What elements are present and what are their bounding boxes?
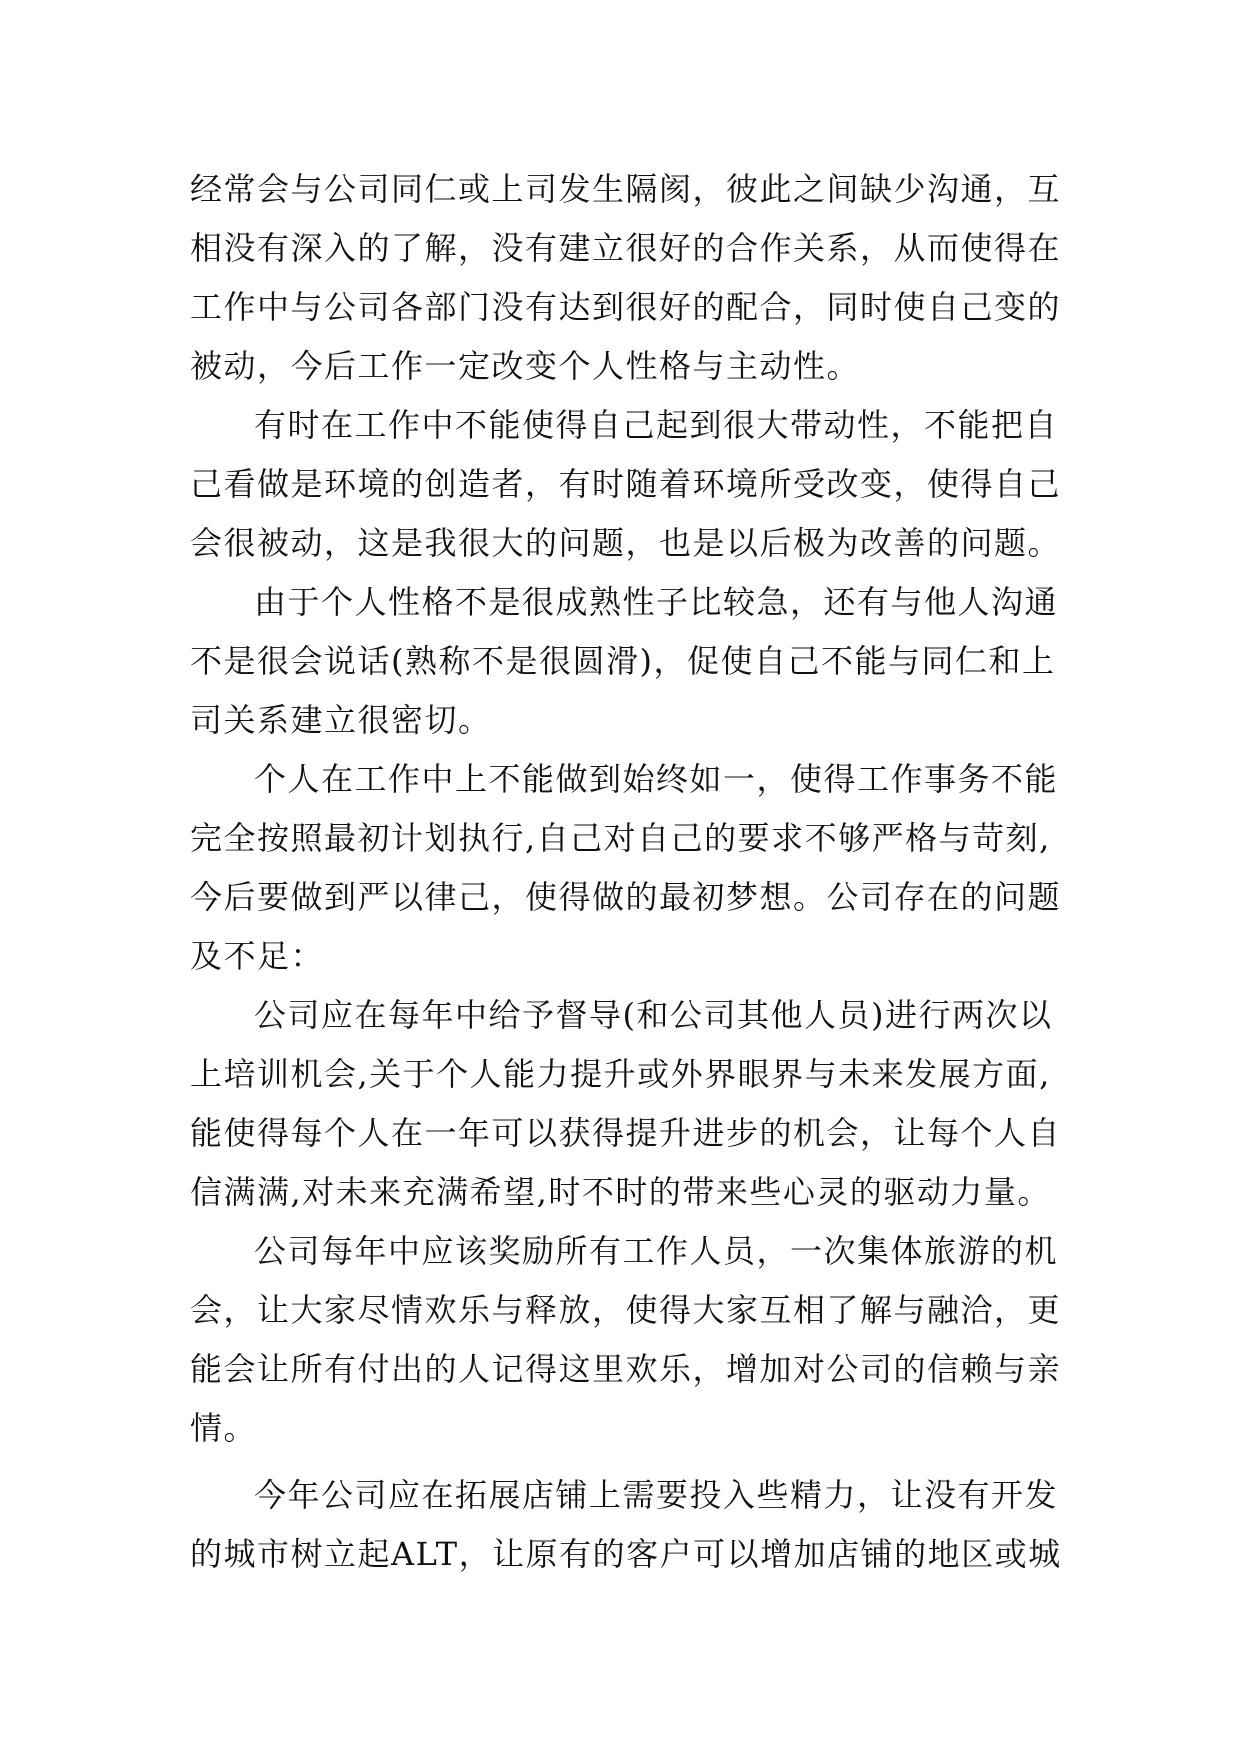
paragraph-first-line: 有时在工作中不能使得自己起到很大带动性，不能把自 <box>254 406 1059 444</box>
text-line: 会，让大家尽情欢乐与释放，使得大家互相了解与融洽，更 <box>190 1291 1062 1329</box>
paragraph-first-line: 公司每年中应该奖励所有工作人员，一次集体旅游的机 <box>254 1232 1059 1270</box>
text-line: 不是很会说话(熟称不是很圆滑)，促使自己不能与同仁和上 <box>190 642 1056 680</box>
paragraph-first-line: 由于个人性格不是很成熟性子比较急，还有与他人沟通 <box>254 583 1059 621</box>
text-line: 能使得每个人在一年可以获得提升进步的机会，让每个人自 <box>190 1114 1062 1152</box>
document-body <box>190 160 1070 1584</box>
text-line: 今后要做到严以律己，使得做的最初梦想。公司存在的问题 <box>190 878 1062 916</box>
text-line: 完全按照最初计划执行,自己对自己的要求不够严格与苛刻, <box>190 819 1051 857</box>
text-line: 的城市树立起ALT，让原有的客户可以增加店铺的地区或城 <box>190 1535 1062 1573</box>
text-line: 会很被动，这是我很大的问题，也是以后极为改善的问题。 <box>190 524 1062 562</box>
paragraph-first-line: 公司应在每年中给予督导(和公司其他人员)进行两次以 <box>254 996 1053 1034</box>
paragraph-first-line: 今年公司应在拓展店铺上需要投入些精力，让没有开发 <box>254 1476 1059 1514</box>
text-line: 能会让所有付出的人记得这里欢乐，增加对公司的信赖与亲 <box>190 1350 1062 1388</box>
paragraph-first-line: 个人在工作中上不能做到始终如一，使得工作事务不能 <box>254 760 1059 798</box>
text-line: 被动，今后工作一定改变个人性格与主动性。 <box>190 347 861 385</box>
text-line: 相没有深入的了解，没有建立很好的合作关系，从而使得在 <box>190 229 1062 267</box>
text-line: 及不足： <box>190 937 325 975</box>
text-line: 司关系建立很密切。 <box>190 701 492 739</box>
text-line: 信满满,对未来充满希望,时不时的带来些心灵的驱动力量。 <box>190 1173 1051 1211</box>
text-line: 上培训机会,关于个人能力提升或外界眼界与未来发展方面, <box>190 1055 1051 1093</box>
text-line: 工作中与公司各部门没有达到很好的配合，同时使自己变的 <box>190 288 1062 326</box>
text-line: 经常会与公司同仁或上司发生隔阂，彼此之间缺少沟通，互 <box>190 170 1062 208</box>
text-line: 己看做是环境的创造者，有时随着环境所受改变，使得自己 <box>190 465 1062 503</box>
text-line: 情。 <box>190 1409 258 1447</box>
